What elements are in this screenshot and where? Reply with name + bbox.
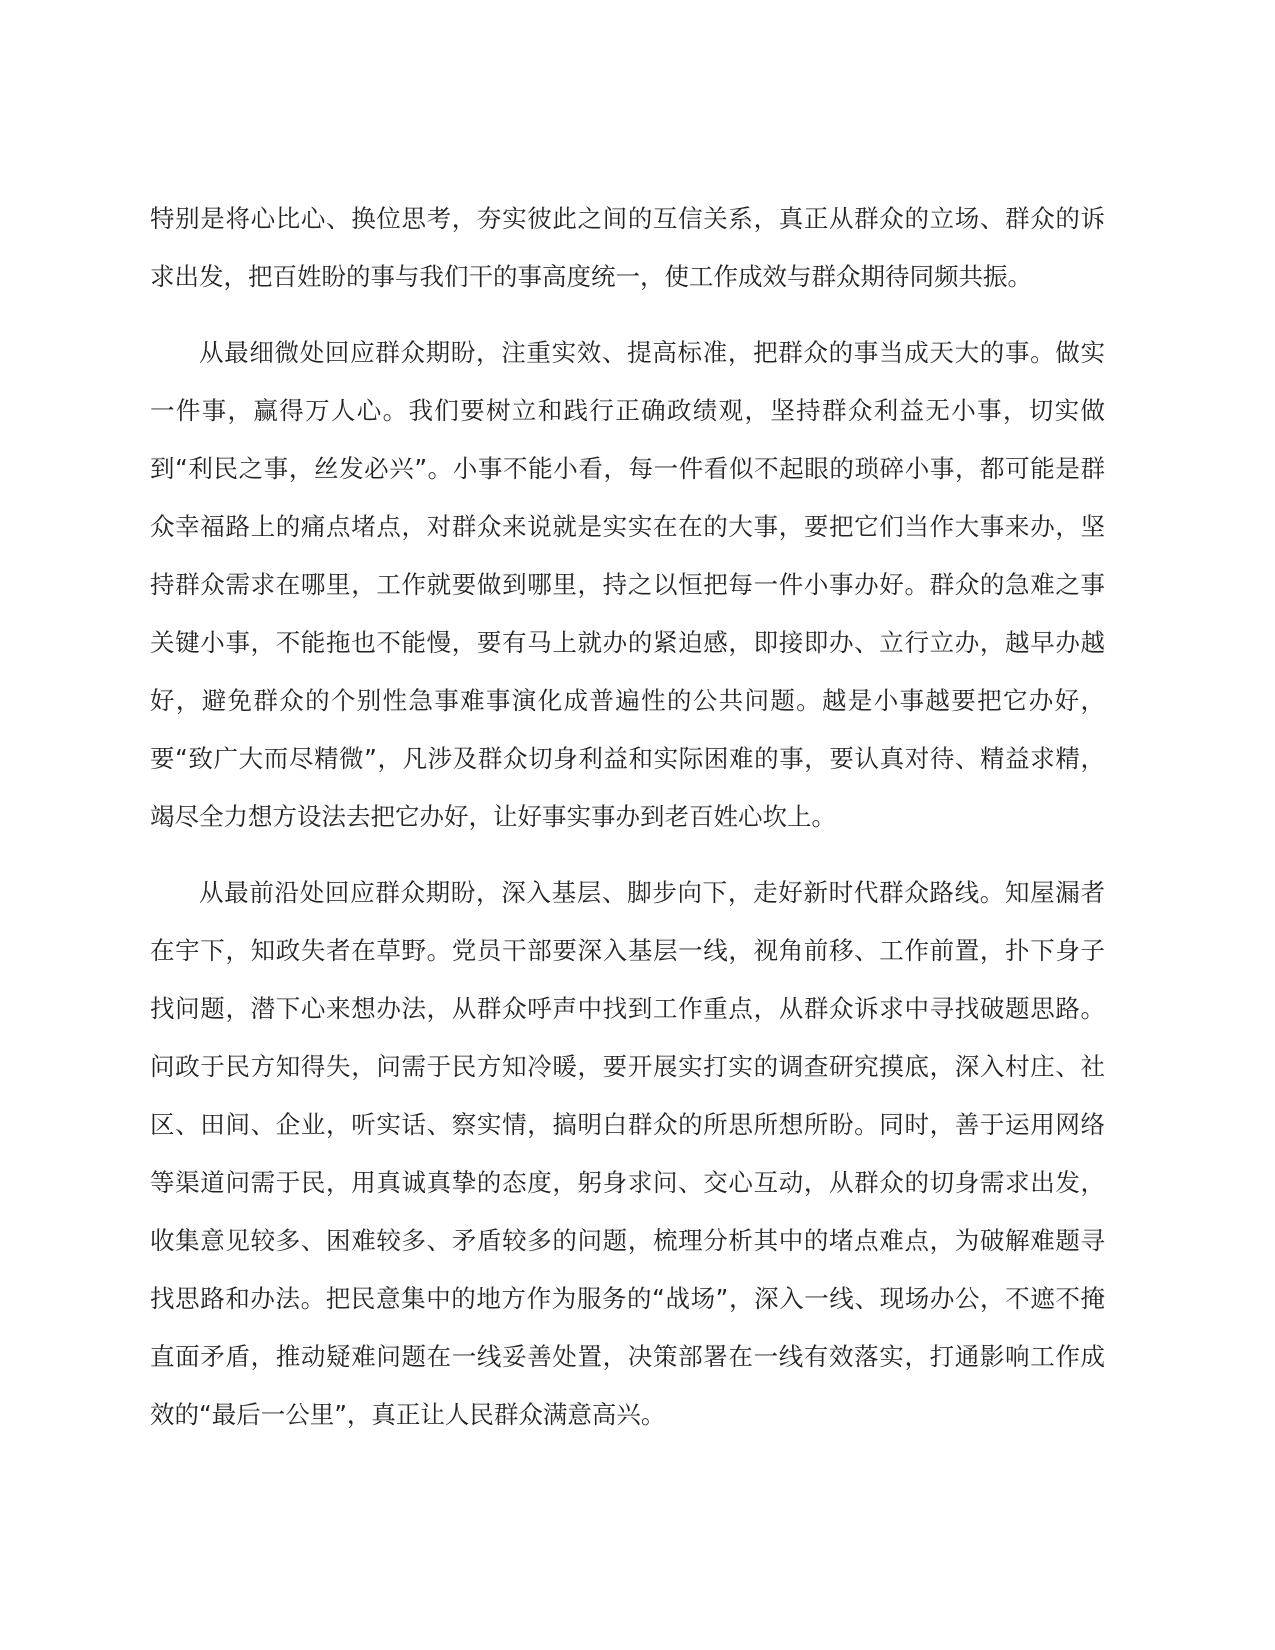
- paragraph-subtle-response: 从最细微处回应群众期盼，注重实效、提高标准，把群众的事当成天大的事。做实一件事，赢得万人心。我们要树立和践行正确政绩观，坚持群众利益无小事，切实做到“利民之事，丝发必兴”。小事不能小看，每一件看似不起眼的琐碎小事，都可能是群众幸福路上的痛点堵点，对群众来说就是实实在在的大事，要把它们当作大事来办，坚持群众需求在哪里，工作就要做到哪里，持之以恒把每一件小事办好。群众的急难之事关键小事，不能拖也不能慢，要有马上就办的紧迫感，即接即办、立行立办，越早办越好，避免群众的个别性急事难事演化成普遍性的公共问题。越是小事越要把它办好，要“致广大而尽精微”，凡涉及群众切身利益和实际困难的事，要认真对待、精益求精，竭尽全力想方设法去把它办好，让好事实事办到老百姓心坎上。: [150, 338, 1105, 831]
- document-body: [150, 190, 1105, 1444]
- paragraph-frontline-response: 从最前沿处回应群众期盼，深入基层、脚步向下，走好新时代群众路线。知屋漏者在宇下，知政失者在草野。党员干部要深入基层一线，视角前移、工作前置，扑下身子找问题，潜下心来想办法，从群众呼声中找到工作重点，从群众诉求中寻找破题思路。问政于民方知得失，问需于民方知冷暖，要开展实打实的调查研究摸底，深入村庄、社区、田间、企业，听实话、察实情，搞明白群众的所思所想所盼。同时，善于运用网络等渠道问需于民，用真诚真挚的态度，躬身求问、交心互动，从群众的切身需求出发，收集意见较多、困难较多、矛盾较多的问题，梳理分析其中的堵点难点，为破解难题寻找思路和办法。把民意集中的地方作为服务的“战场”，深入一线、现场办公，不遮不掩直面矛盾，推动疑难问题在一线妥善处置，决策部署在一线有效落实，打通影响工作成效的“最后一公里”，真正让人民群众满意高兴。: [150, 878, 1105, 1429]
- paragraph-continuation: 特别是将心比心、换位思考，夯实彼此之间的互信关系，真正从群众的立场、群众的诉求出发，把百姓盼的事与我们干的事高度统一，使工作成效与群众期待同频共振。: [150, 204, 1105, 291]
